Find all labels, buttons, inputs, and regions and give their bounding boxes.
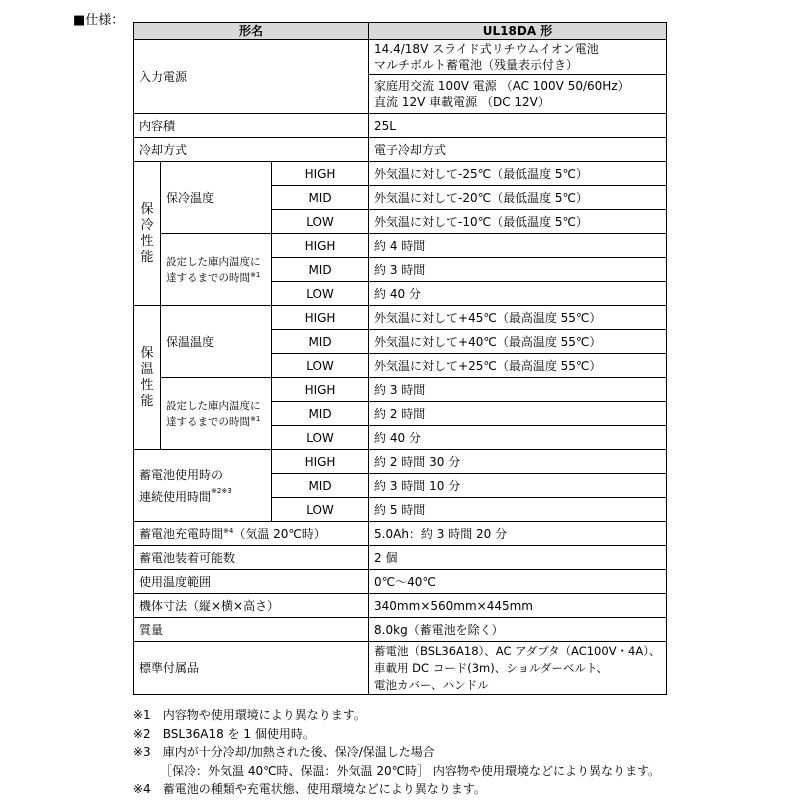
level-mid: MID: [272, 402, 369, 426]
capacity-label: 内容積: [134, 114, 369, 138]
footnote: ※3 庫内が十分冷却/加熱された後、保冷/保温した場合: [133, 745, 435, 759]
cold-temp-low: 外気温に対して-10℃（最低温度 5℃）: [369, 210, 667, 234]
cold-time-low: 約 40 分: [369, 282, 667, 306]
accessories-line: 電池カバー、ハンドル: [374, 677, 489, 692]
level-mid: MID: [272, 474, 369, 498]
level-high: HIGH: [272, 450, 369, 474]
note-ref: ※2※3: [211, 486, 232, 495]
mass-label: 質量: [134, 618, 369, 642]
battery-use-high: 約 2 時間 30 分: [369, 450, 667, 474]
mass-value: 8.0kg（蓄電池を除く）: [369, 618, 667, 642]
level-mid: MID: [272, 330, 369, 354]
level-low: LOW: [272, 426, 369, 450]
accessories-line: 車載用 DC コード(3m)、ショルダーベルト、: [374, 660, 608, 675]
table-row: [134, 522, 667, 546]
dimensions-value: 340mm×560mm×445mm: [369, 594, 667, 618]
cold-char: 保: [140, 201, 154, 217]
col-value-header: UL18DA 形: [369, 23, 667, 40]
battery-use-low: 約 5 時間: [369, 498, 667, 522]
battery-use-label-line2: 連続使用時間: [139, 489, 212, 504]
warm-temp-low: 外気温に対して+25℃（最高温度 55℃）: [369, 354, 667, 378]
cold-time-label: [161, 234, 272, 306]
warm-time-label: [161, 378, 272, 450]
note-ref: ※4: [223, 526, 234, 535]
power-line: マルチボルト蓄電池（残量表示付き）: [374, 58, 579, 72]
cold-time-mid: 約 3 時間: [369, 258, 667, 282]
charge-label: [134, 522, 369, 546]
cold-temp-high: 外気温に対して-25℃（最低温度 5℃）: [369, 162, 667, 186]
cold-temp-mid: 外気温に対して-20℃（最低温度 5℃）: [369, 186, 667, 210]
table-row: [134, 546, 667, 570]
table-row: [134, 450, 667, 474]
accessories-value: [369, 642, 667, 695]
level-low: LOW: [272, 210, 369, 234]
power-value-ac-dc: [369, 75, 667, 114]
warm-time-label-line2: 達するまでの時間: [166, 415, 250, 428]
cold-time-label-line2: 達するまでの時間: [166, 271, 250, 284]
charge-label-text: 蓄電池充電時間: [139, 526, 224, 541]
warm-char: 保: [140, 345, 154, 361]
table-row: [134, 306, 667, 330]
charge-label-condition: （気温 20℃時）: [233, 526, 326, 541]
table-row: [134, 642, 667, 695]
table-row: [134, 162, 667, 186]
accessories-label: 標準付属品: [134, 642, 369, 695]
cold-time-label-line1: 設定した庫内温度に: [166, 255, 261, 268]
cooling-label: 冷却方式: [134, 138, 369, 162]
power-value-battery: [369, 40, 667, 75]
col-model-header: 形名: [134, 23, 369, 40]
temp-range-label: 使用温度範囲: [134, 570, 369, 594]
table-row: [134, 618, 667, 642]
level-high: HIGH: [272, 378, 369, 402]
warm-temp-high: 外気温に対して+45℃（最高温度 55℃）: [369, 306, 667, 330]
accessories-line: 蓄電池（BSL36A18）、AC アダプタ（AC100V・4A）、: [374, 643, 661, 658]
level-low: LOW: [272, 282, 369, 306]
warm-group-label: [134, 306, 161, 450]
power-label: 入力電源: [134, 40, 369, 114]
dimensions-label: 機体寸法（縦×横×高さ）: [134, 594, 369, 618]
warm-char: 性: [140, 377, 154, 393]
power-line: 家庭用交流 100V 電源 （AC 100V 50/60Hz）: [374, 79, 630, 93]
note-ref: ※1: [250, 270, 261, 279]
power-line: 14.4/18V スライド式リチウムイオン電池: [374, 42, 599, 56]
cold-char: 冷: [140, 217, 154, 233]
footnote: ※2 BSL36A18 を 1 個使用時。: [133, 726, 315, 741]
table-row: [134, 570, 667, 594]
level-mid: MID: [272, 258, 369, 282]
cooling-value: 電子冷却方式: [369, 138, 667, 162]
temp-range-value: 0℃～40℃: [369, 570, 667, 594]
table-row: [134, 138, 667, 162]
battery-use-mid: 約 3 時間 10 分: [369, 474, 667, 498]
table-row: [134, 114, 667, 138]
charge-value: 5.0Ah：約 3 時間 20 分: [369, 522, 667, 546]
level-low: LOW: [272, 354, 369, 378]
warm-time-label-line1: 設定した庫内温度に: [166, 399, 261, 412]
table-row: [134, 594, 667, 618]
capacity-value: 25L: [369, 114, 667, 138]
level-low: LOW: [272, 498, 369, 522]
cold-char: 性: [140, 233, 154, 249]
table-row: [134, 40, 667, 75]
power-line: 直流 12V 車載電源 （DC 12V）: [374, 95, 550, 109]
cold-group-label: [134, 162, 161, 306]
level-high: HIGH: [272, 162, 369, 186]
level-mid: MID: [272, 186, 369, 210]
cold-char: 能: [140, 249, 154, 265]
cold-temp-label: 保冷温度: [161, 162, 272, 234]
battery-count-label: 蓄電池装着可能数: [134, 546, 369, 570]
warm-char: 能: [140, 393, 154, 409]
table-row: [134, 378, 667, 402]
table-header-row: [134, 23, 667, 40]
footnote-continuation: ［保冷：外気温 40℃時、保温：外気温 20℃時］ 内容物や使用環境などにより異なります。: [160, 763, 660, 778]
warm-time-high: 約 3 時間: [369, 378, 667, 402]
battery-count-value: 2 個: [369, 546, 667, 570]
warm-time-mid: 約 2 時間: [369, 402, 667, 426]
battery-use-label: [134, 450, 272, 522]
warm-temp-label: 保温温度: [161, 306, 272, 378]
warm-time-low: 約 40 分: [369, 426, 667, 450]
table-row: [134, 234, 667, 258]
level-high: HIGH: [272, 306, 369, 330]
battery-use-label-line1: 蓄電池使用時の: [139, 467, 224, 482]
spec-table: [133, 22, 667, 695]
footnote: ※1 内容物や使用環境により異なります。: [133, 708, 366, 722]
note-ref: ※1: [250, 414, 261, 423]
cold-time-high: 約 4 時間: [369, 234, 667, 258]
footnote: ※4 蓄電池の種類や充電状態、使用環境などにより異なります。: [133, 782, 486, 796]
warm-char: 温: [140, 361, 154, 377]
warm-temp-mid: 外気温に対して+40℃（最高温度 55℃）: [369, 330, 667, 354]
footnotes: [133, 706, 660, 799]
spec-heading: ■仕様：: [73, 13, 125, 28]
level-high: HIGH: [272, 234, 369, 258]
